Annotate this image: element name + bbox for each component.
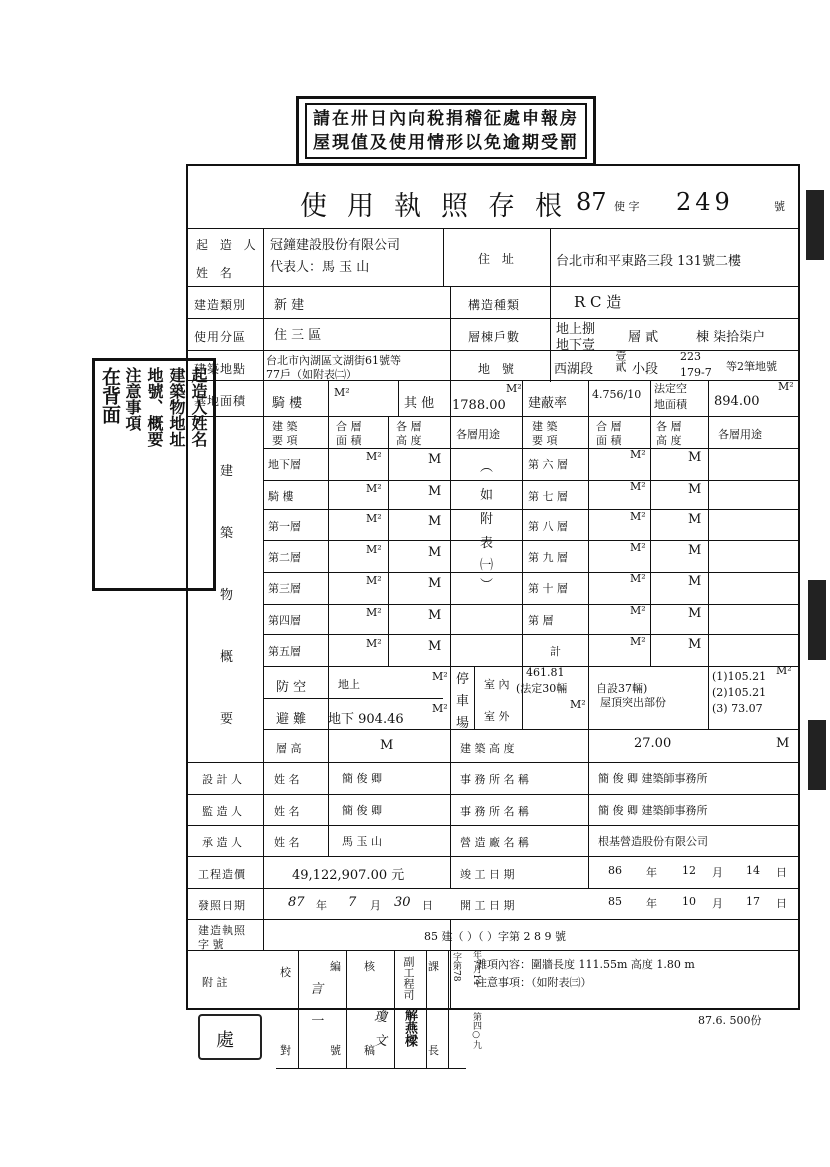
roof-value-1: (1)105.21 [712,670,767,683]
tax-notice-line2: 屋現值及使用情形以免逾期受罰 [313,133,579,153]
supervisor-name: 簡 俊 卿 [342,804,382,817]
completion-month-unit: 月 [712,866,723,879]
unit-m2: M² [630,604,646,617]
order-column [470,950,490,1068]
lot-section: 西湖段 [554,362,594,377]
floors-header-height-r: 各 層 [656,420,682,433]
permit-stub-form [186,164,800,1010]
notes-label: 附 註 [202,976,228,989]
completion-date-label: 竣 工 日 期 [460,868,515,881]
issue-month-unit: 月 [370,899,381,912]
shelter-unit-below: M² [432,702,448,715]
misc-content: 雜項內容：圍牆長度 111.55m 高度 1.80 m [476,958,695,971]
structure-value: R C 造 [574,293,622,311]
completion-month: 12 [682,864,696,877]
parking-self-note: 自設37輛) [596,682,648,695]
floor-right-row: 第 層 [528,614,554,627]
unit-m: M [688,606,702,621]
lot-small-section: 小段 [632,362,659,377]
permit-number: 249 [676,188,734,216]
open-space-unit: M² [778,380,794,393]
contractor-office-label: 營 造 廠 名 稱 [460,836,529,849]
floors-header-height-r2: 高 度 [656,434,682,447]
unit-m: M [428,639,442,654]
usage-note-4: 表 [480,536,494,551]
permit-number-prefix: 87 [576,188,607,216]
floors-header-item-r: 建 築 [532,420,558,433]
floors-header-item-r2: 要 項 [532,434,558,447]
review-label-2: 對 [280,1044,291,1057]
start-year-unit: 年 [646,897,657,910]
lot-number-2: 179-7 [680,366,712,379]
floor-left-row: 第三層 [268,582,301,595]
tax-notice-stamp [296,96,596,166]
issue-day: 30 [394,895,411,910]
number-label-2: 號 [330,1044,341,1057]
designer-office-label: 事 務 所 名 稱 [460,773,529,786]
overview-char-4: 概 [220,650,234,665]
shelter-below: 地下 904.46 [328,712,404,727]
lot-subsection: 壹貳 [614,350,627,372]
shelter-label-1: 防 空 [276,680,307,695]
floor-right-row: 第 七 層 [528,490,568,503]
floors-header-usage-r: 各層用途 [718,428,762,441]
floors-header-area: 合 層 [336,420,362,433]
shelter-above: 地上 [338,678,360,691]
overview-char-5: 要 [220,712,234,727]
building-height-label: 建 築 高 度 [460,742,515,755]
parking-char-1: 停 [456,672,470,687]
floor-height-label: 層 高 [276,742,302,755]
start-month-unit: 月 [712,897,723,910]
floor-left-row: 第一層 [268,520,301,533]
unit-m: M [688,543,702,558]
floors-header-height-2: 高 度 [396,434,422,447]
overview-char-3: 物 [220,588,234,603]
overview-char-1: 建 [220,464,234,479]
parking-indoor-label: 室 內 [484,678,510,691]
unit-m2: M² [366,606,382,619]
floor-right-row: 第 十 層 [528,582,568,595]
lot-number-1: 223 [680,350,701,363]
section-label: 課 [428,960,439,973]
drafter-signature-2: 文 [374,1034,388,1049]
parking-indoor-note: (法定30輛 [516,682,568,695]
floor-right-total: 計 [550,645,561,658]
completion-day-unit: 日 [776,866,787,879]
order-text-2: 年7月14 [471,950,481,986]
contractor-name-label: 姓 名 [274,836,300,849]
build-type-value: 新 建 [274,298,305,313]
floors-header-area-r2: 面 積 [596,434,622,447]
engineer-seal-name: 解燕樑 [402,1008,417,1047]
draft-label-2: 稿 [364,1044,375,1057]
floor-left-row: 第二層 [268,551,301,564]
side-note-col1: 起造人姓名 [189,367,208,447]
contractor-office: 根基營造股份有限公司 [598,835,708,848]
order-text-1: 字第78 [451,952,461,982]
lot-count: 等2筆地號 [726,360,777,373]
floor-unit: 層 貳 [628,330,659,345]
parking-outdoor-label: 室 外 [484,710,510,723]
side-note-col4: 注意事項 [123,367,142,431]
supervisor-office-label: 事 務 所 名 稱 [460,805,529,818]
build-type-label: 建造類別 [194,298,247,312]
unit-m: M [688,637,702,652]
floors-header-item-2: 要 項 [272,434,298,447]
floors-header-height: 各 層 [396,420,422,433]
floors-count-label: 層棟戶數 [468,330,521,344]
floor-left-row: 騎 樓 [268,490,294,503]
supervisor-role: 監 造 人 [202,805,242,818]
open-space-value: 894.00 [714,394,760,409]
floor-right-row: 第 九 層 [528,551,568,564]
edge-mark [808,580,826,660]
supervisor-name-label: 姓 名 [274,805,300,818]
site-area-label: 基地面積 [194,394,247,408]
unit-m: M [688,482,702,497]
open-space-label-2: 地面積 [654,398,687,411]
parking-char-3: 場 [456,716,470,731]
designer-office: 簡 俊 卿 建築師事務所 [598,772,708,785]
reviewer-signature-1: 言 [310,982,324,997]
reviewer-signature-2: 一 [310,1014,324,1029]
permit-number-type: 使 字 [614,200,640,213]
issue-year-unit: 年 [316,899,327,912]
floor-right-row: 第 八 層 [528,520,568,533]
usage-note-1: ︵ [480,460,494,475]
draft-label-1: 核 [364,960,375,973]
unit-m: M [428,484,442,499]
roof-unit: M² [776,664,792,677]
applicant-company: 冠鐘建設股份有限公司 [270,238,401,253]
site-address-1: 台北市內湖區文湖街61號等 [266,354,401,367]
lot-label: 地 號 [478,362,518,376]
usage-note-6: ︶ [480,578,494,593]
site-address-2: 77戶（如附表㈡） [266,368,357,381]
start-date-label: 開 工 日 期 [460,899,515,912]
arcade-label: 騎 樓 [272,396,303,411]
completion-year-unit: 年 [646,866,657,879]
building-height-unit: M [776,736,790,751]
floor-left-row: 第五層 [268,645,301,658]
number-label-1: 編 [330,960,341,973]
order-text-3: 第四○九 [471,1012,481,1049]
unit-m2: M² [630,541,646,554]
permit-label-2: 字 號 [198,938,224,951]
floors-header-usage: 各層用途 [456,428,500,441]
roof-value-3: (3) 73.07 [712,702,763,715]
floors-above: 地上捌 [556,322,596,337]
usage-note-3: 附 [480,512,494,527]
floors-header-area-2: 面 積 [336,434,362,447]
unit-m2: M² [630,635,646,648]
unit-m2: M² [630,480,646,493]
unit-m: M [428,576,442,591]
usage-note-2: 如 [480,488,494,503]
start-day-unit: 日 [776,897,787,910]
issue-day-unit: 日 [422,899,433,912]
address-label: 住 址 [478,252,518,266]
roof-value-2: (2)105.21 [712,686,767,699]
unit-m2: M² [630,572,646,585]
parking-indoor-value: 461.81 [526,666,565,679]
cost-value: 49,122,907.00 元 [292,868,405,883]
cost-label: 工程造價 [198,868,246,881]
applicant-name-label: 姓 名 [196,266,236,280]
unit-m2: M² [366,637,382,650]
completion-year: 86 [608,864,622,877]
completion-day: 14 [746,864,760,877]
review-seal-block [276,950,466,1068]
zone-label: 使用分區 [194,330,247,344]
issue-year: 87 [288,895,305,910]
arcade-unit: M² [334,386,350,399]
corner-stamp [198,1014,262,1060]
applicant-rep: 代表人：馬 玉 山 [270,260,370,275]
open-space-label-1: 法定空 [654,382,687,395]
unit-m2: M² [366,543,382,556]
tax-notice-line1: 請在卅日內向稅捐稽征處申報房 [313,109,579,129]
floor-right-row: 第 六 層 [528,458,568,471]
other-area-unit: M² [506,382,522,395]
structure-label: 構造種類 [468,298,521,312]
edge-mark [808,720,826,790]
parking-char-2: 車 [456,694,470,709]
applicant-label: 起 造 人 [196,238,260,252]
side-note-col5: 在背面 [99,367,121,424]
unit-m: M [428,608,442,623]
engineer-seal-title: 副工程司 [402,956,415,1000]
permit-number-value: 85 建（ ）（ ）字第 2 8 9 號 [424,930,566,943]
coverage-value: 4.756/10 [592,388,642,401]
parking-outdoor-unit: M² [570,698,586,711]
side-note-col3: 地號、概要 [145,367,164,447]
designer-name: 簡 俊 卿 [342,772,382,785]
side-note-col2: 建築物地址 [167,367,186,447]
floor-left-row: 地下層 [268,458,301,471]
start-day: 17 [746,895,760,908]
applicant-address: 台北市和平東路三段 131號二樓 [556,254,741,269]
contractor-role: 承 造 人 [202,836,242,849]
usage-note-5: ㈠ [480,558,494,573]
floor-height-unit: M [380,738,394,753]
roof-label: 屋頂突出部份 [600,696,666,709]
start-month: 10 [682,895,696,908]
start-year: 85 [608,895,622,908]
chief-label: 長 [428,1044,439,1057]
unit-m: M [688,450,702,465]
other-area-label: 其 他 [404,396,435,411]
unit-m: M [428,514,442,529]
issue-month: 7 [348,895,357,910]
unit-m: M [688,574,702,589]
print-footer: 87.6. 500份 [698,1014,762,1027]
permit-label-1: 建造執照 [198,924,246,937]
review-label-1: 校 [280,966,291,979]
issue-date-label: 發照日期 [198,899,246,912]
shelter-unit-above: M² [432,670,448,683]
floors-below: 地下壹 [556,338,596,353]
permit-number-suffix: 號 [774,200,785,213]
unit-m2: M² [366,512,382,525]
floors-header-area-r: 合 層 [596,420,622,433]
corner-stamp-text: 處 [216,1030,234,1051]
attention-notes: 注意事項：（如附表㈢） [476,976,592,989]
unit-m2: M² [630,448,646,461]
overview-char-2: 築 [220,526,234,541]
shelter-label-2: 避 難 [276,712,307,727]
unit-m2: M² [366,482,382,495]
zone-value: 住 三 區 [274,328,322,343]
supervisor-office: 簡 俊 卿 建築師事務所 [598,804,708,817]
contractor-name: 馬 玉 山 [342,835,382,848]
unit-m: M [428,545,442,560]
edge-mark [806,190,824,260]
site-label: 建築地點 [194,362,247,376]
unit-m: M [688,512,702,527]
other-area-value: 1788.00 [452,398,506,413]
unit-m2: M² [366,450,382,463]
coverage-label: 建蔽率 [528,396,568,411]
designer-role: 設 計 人 [202,773,242,786]
designer-name-label: 姓 名 [274,773,300,786]
building-height-value: 27.00 [634,736,672,751]
floor-left-row: 第四層 [268,614,301,627]
unit-m2: M² [366,574,382,587]
floors-header-item: 建 築 [272,420,298,433]
drafter-signature-1: 瓊 [374,1010,388,1025]
unit-m2: M² [630,510,646,523]
building-unit: 棟 柒拾柒户 [696,330,766,345]
unit-m: M [428,452,442,467]
form-title: 使用執照存根 [300,191,582,222]
